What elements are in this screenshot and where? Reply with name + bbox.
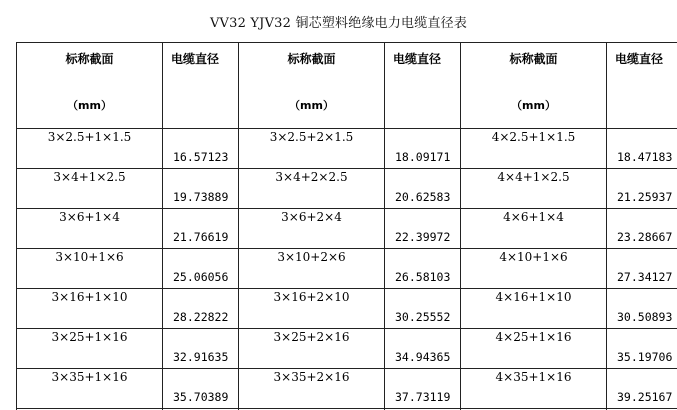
table-row [17, 209, 677, 249]
diameter-cell: 37.73119 [385, 369, 461, 409]
diameter-cell: 18.09171 [385, 129, 461, 169]
table-row [17, 249, 677, 289]
cross-section-cell: 3×35+1×16 [17, 369, 163, 409]
diameter-cell: 26.58103 [385, 249, 461, 289]
diameter-cell: 30.50893 [607, 289, 677, 329]
cross-section-cell: 3×2.5+2×1.5 [239, 129, 385, 169]
header-label: 电缆直径 [615, 52, 664, 66]
page-title: VV32 YJV32 铜芯塑料绝缘电力电缆直径表 [209, 16, 468, 31]
diameter-cell: 27.34127 [607, 249, 677, 289]
diameter-cell: 21.25937 [607, 169, 677, 209]
cross-section-cell: 3×16+1×10 [17, 289, 163, 329]
diameter-cell: 34.94365 [385, 329, 461, 369]
table-row [17, 169, 677, 209]
diameter-cell: 28.22822 [163, 289, 239, 329]
cable-diameter-table [16, 42, 677, 410]
diameter-cell: 30.25552 [385, 289, 461, 329]
table-row [17, 369, 677, 409]
diameter-cell: 25.06056 [163, 249, 239, 289]
cross-section-cell: 4×6+1×4 [461, 209, 607, 249]
diameter-cell: 35.70389 [163, 369, 239, 409]
cross-section-cell: 3×6+1×4 [17, 209, 163, 249]
diameter-cell: 23.28667 [607, 209, 677, 249]
diameter-cell: 39.25167 [607, 369, 677, 409]
header-cross-section [461, 43, 607, 129]
header-diameter [163, 43, 239, 129]
diameter-cell: 16.57123 [163, 129, 239, 169]
cross-section-cell: 3×10+1×6 [17, 249, 163, 289]
table-row [17, 329, 677, 369]
diameter-cell: 18.47183 [607, 129, 677, 169]
cross-section-cell: 3×25+2×16 [239, 329, 385, 369]
header-unit: （mm） [67, 99, 112, 112]
diameter-cell: 21.76619 [163, 209, 239, 249]
cross-section-cell: 3×4+2×2.5 [239, 169, 385, 209]
cross-section-cell: 3×2.5+1×1.5 [17, 129, 163, 169]
header-diameter [607, 43, 677, 129]
header-unit: （mm） [511, 99, 556, 112]
cross-section-cell: 3×16+2×10 [239, 289, 385, 329]
table-header-row [17, 43, 677, 129]
header-label: 电缆直径 [171, 52, 220, 66]
header-unit: （mm） [289, 99, 334, 112]
cross-section-cell: 4×35+1×16 [461, 369, 607, 409]
cross-section-cell: 4×10+1×6 [461, 249, 607, 289]
cross-section-cell: 4×16+1×10 [461, 289, 607, 329]
diameter-cell: 20.62583 [385, 169, 461, 209]
cross-section-cell: 3×25+1×16 [17, 329, 163, 369]
header-cross-section [17, 43, 163, 129]
diameter-cell: 32.91635 [163, 329, 239, 369]
cross-section-cell: 3×4+1×2.5 [17, 169, 163, 209]
table-row [17, 129, 677, 169]
header-label: 电缆直径 [393, 52, 442, 66]
cross-section-cell: 3×10+2×6 [239, 249, 385, 289]
table-row [17, 289, 677, 329]
header-label: 标称截面 [65, 52, 114, 66]
diameter-cell: 35.19706 [607, 329, 677, 369]
header-label: 标称截面 [287, 52, 336, 66]
cross-section-cell: 4×25+1×16 [461, 329, 607, 369]
header-cross-section [239, 43, 385, 129]
header-label: 标称截面 [509, 52, 558, 66]
diameter-cell: 19.73889 [163, 169, 239, 209]
diameter-cell: 22.39972 [385, 209, 461, 249]
header-diameter [385, 43, 461, 129]
cross-section-cell: 3×35+2×16 [239, 369, 385, 409]
cross-section-cell: 3×6+2×4 [239, 209, 385, 249]
cross-section-cell: 4×4+1×2.5 [461, 169, 607, 209]
cross-section-cell: 4×2.5+1×1.5 [461, 129, 607, 169]
